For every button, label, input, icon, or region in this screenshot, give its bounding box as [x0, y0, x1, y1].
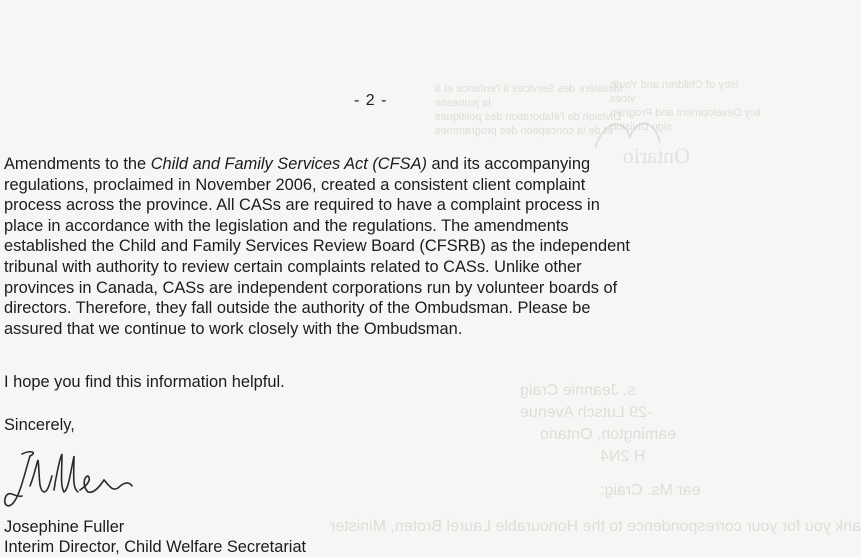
- body-line: [4, 319, 744, 340]
- body-line: [4, 175, 744, 196]
- bleed-through-text: licy Development and Program: [610, 107, 761, 119]
- body-line-text: regulations, proclaimed in November 2006, created a consistent client complaint: [4, 175, 586, 194]
- body-line: [4, 154, 744, 175]
- body-line-text: process across the province. All CASs are required to have a complaint process in: [4, 196, 600, 215]
- signatory-title: Interim Director, Child Welfare Secretariat: [4, 538, 307, 556]
- bleed-through-text: -29 Lutsch Avenue: [520, 404, 653, 421]
- bleed-through-text: ear Ms. Craig:: [600, 482, 701, 499]
- body-line-text: provinces in Canada, CASs are independent corporations run by volunteer boards of: [4, 278, 618, 297]
- body-line: [4, 236, 744, 257]
- bleed-through-text: sign Division: [610, 121, 672, 133]
- body-line-text: directors. Therefore, they fall outside the authority of the Ombudsman. Please be: [4, 299, 591, 318]
- signatory-name: Josephine Fuller: [4, 518, 125, 536]
- body-paragraph: [4, 154, 744, 339]
- bleed-through-text: Division de l'élaboration des politiques: [435, 111, 622, 123]
- bleed-through-text: eamington, Ontario: [540, 426, 677, 443]
- svg-text:Ontario: Ontario: [622, 143, 690, 168]
- body-line: [4, 195, 744, 216]
- closing-salutation: Sincerely,: [4, 416, 75, 434]
- body-line: [4, 278, 744, 299]
- bleed-through-text: istry of Children and Youth: [610, 79, 739, 91]
- body-line: [4, 298, 744, 319]
- body-line-text: established the Child and Family Services Review Board (CFSRB) as the independent: [4, 237, 630, 256]
- body-line-text: tribunal with authority to review certain complaints related to CASs. Unlike other: [4, 257, 582, 276]
- body-line: [4, 257, 744, 278]
- page-number: - 2 -: [354, 92, 388, 109]
- bleed-through-text: Ministère des Services à l'enfance et à: [435, 83, 623, 95]
- body-line-text: Amendments to the: [4, 155, 151, 173]
- body-line-text: and its accompanying: [426, 155, 591, 173]
- bleed-through-text: vices: [610, 93, 636, 105]
- bleed-through-text: s. Jeannie Craig: [520, 382, 636, 399]
- bleed-through-text: la jeunesse: [435, 97, 491, 109]
- act-title-italic: Child and Family Services Act (CFSA): [150, 155, 427, 173]
- handwritten-signature: [0, 446, 150, 516]
- bleed-through-text: H 2N4: [600, 448, 646, 465]
- body-paragraph-2: I hope you find this information helpful.: [4, 373, 285, 391]
- body-line: [4, 216, 744, 237]
- bleed-through-text: ank you for your correspondence to the Honourable Laurel Broten, Minister: [330, 518, 861, 535]
- bleed-through-text: et de la conception des programmes: [435, 125, 613, 137]
- body-line-text: place in accordance with the legislation and the regulations. The amendments: [4, 216, 569, 235]
- body-line-text: assured that we continue to work closely with the Ombudsman.: [4, 319, 463, 338]
